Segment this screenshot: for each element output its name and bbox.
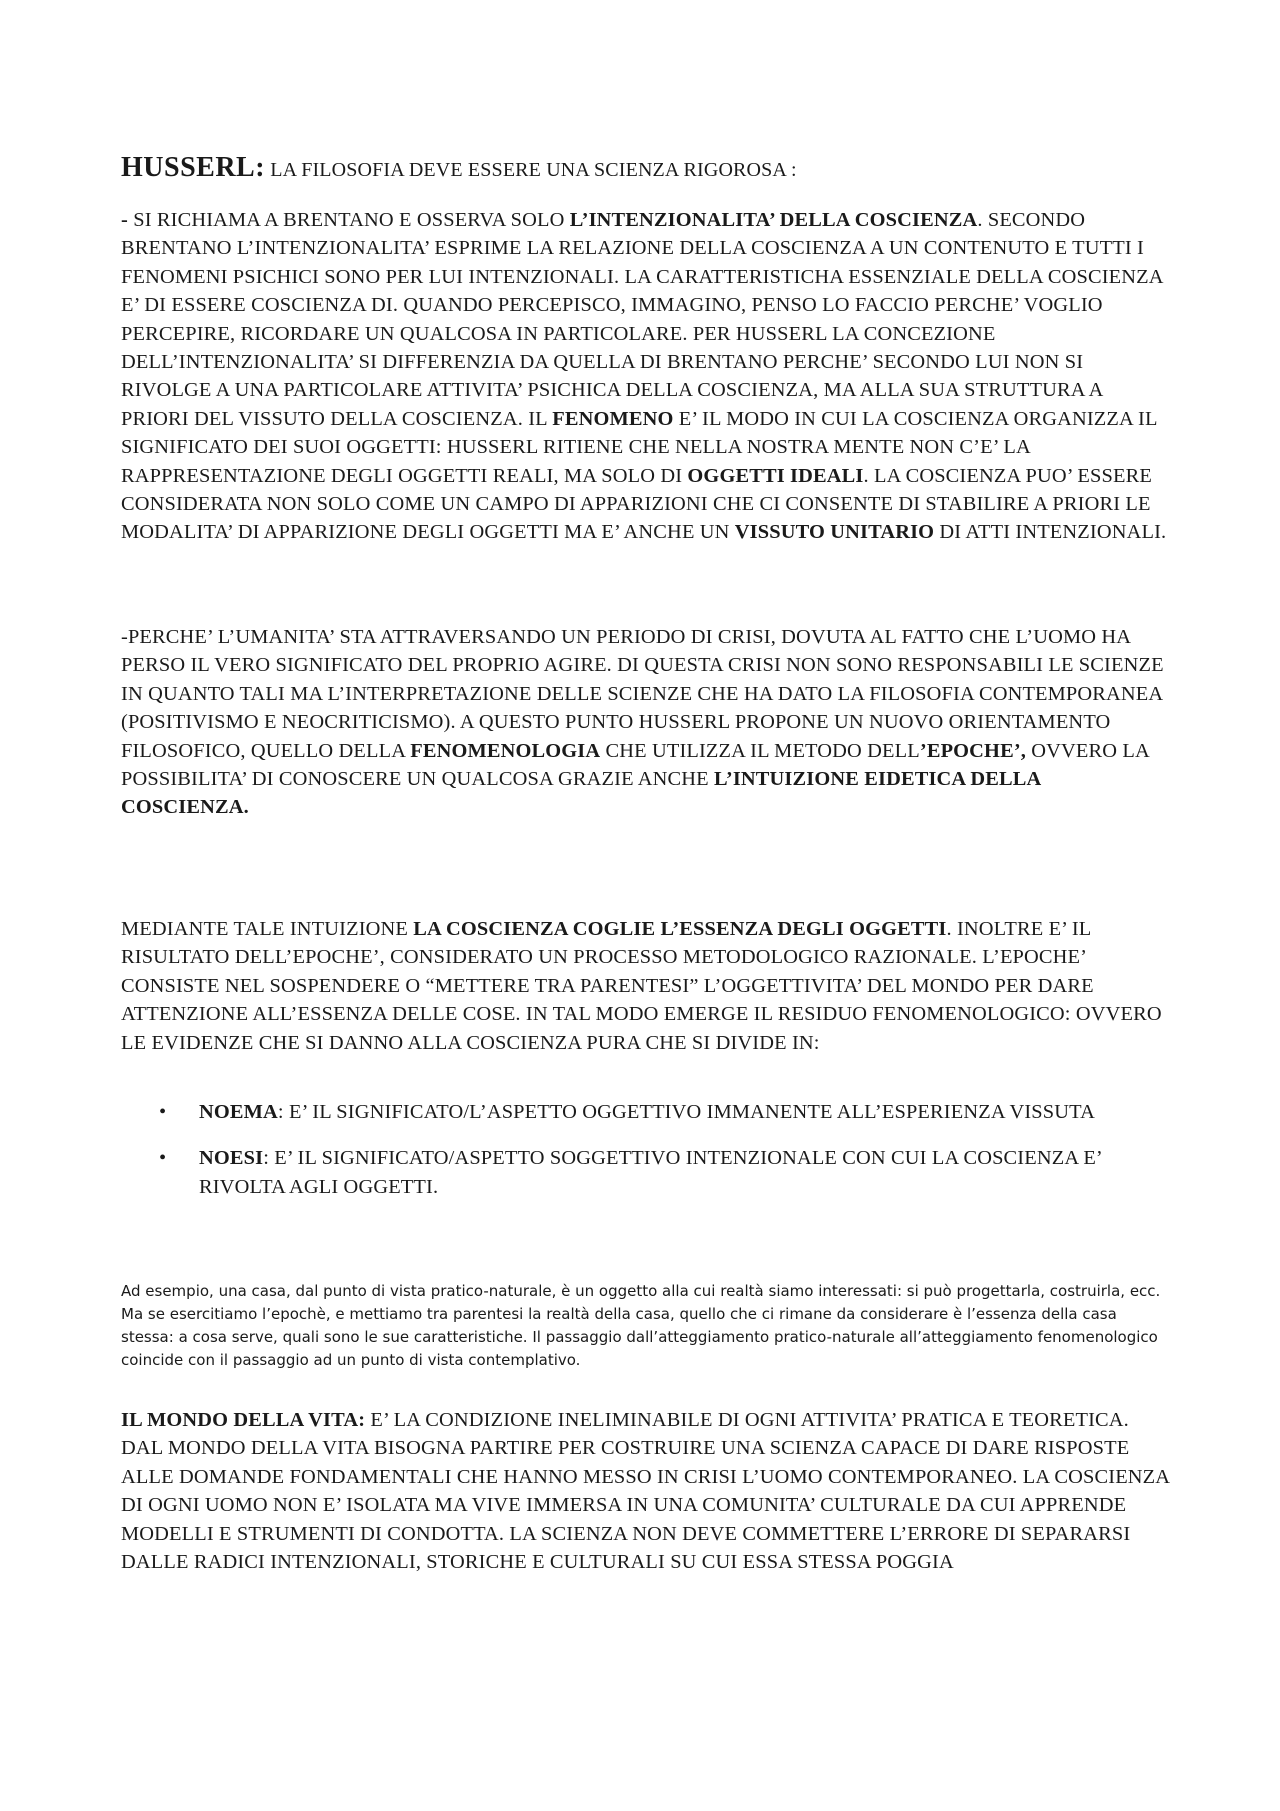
para2-bold-2: ’EPOCHE’, <box>919 739 1027 762</box>
para2-bold-3: L’INTUIZIONE EIDETICA DELLA COSCIENZA. <box>121 768 1041 819</box>
para2-text-1: -PERCHE’ L’UMANITA’ STA ATTRAVERSANDO UN PERIODO DI CRISI, DOVUTA AL FATTO CHE L’UOMO HA PERSO IL VERO SIGNIFICATO DEL PROPRIO AGIRE. DI QUESTA CRISI NON SONO RESPONSABILI LE SCIENZE IN QUANTO TALI MA L’INTERPRETAZIONE DELLE SCIENZE CHE HA DATO LA FILOSOFIA CONTEMPORANEA (POSITIVISMO E NEOCRITICISMO). A QUESTO PUNTO HUSSERL PROPONE UN NUOVO ORIENTAMENTO FILOSOFICO, QUELLO DELLA <box>121 626 1164 762</box>
list-item-noesi <box>121 1144 1171 1201</box>
bullet-icon: • <box>159 1147 167 1170</box>
para2-text-2: CHE UTILIZZA IL METODO DELL <box>600 739 920 762</box>
paragraph-crisis <box>121 623 1171 822</box>
bullet-list <box>121 1098 1171 1219</box>
para1-bold-3: OGGETTI IDEALI <box>687 464 864 487</box>
bullet-icon: • <box>159 1101 167 1123</box>
para2-text-3: OVVERO LA POSSIBILITA’ DI CONOSCERE UN QUALCOSA GRAZIE ANCHE <box>121 739 1149 791</box>
para1-bold-2: FENOMENO <box>552 407 674 430</box>
title-subtitle: LA FILOSOFIA DEVE ESSERE UNA SCIENZA RIGOROSA : <box>265 159 797 181</box>
para1-bold-1: L’INTENZIONALITA’ DELLA COSCIENZA <box>569 209 978 231</box>
bullet-text-noema: : E’ IL SIGNIFICATO/L’ASPETTO OGGETTIVO IMMANENTE ALL’ESPERIENZA VISSUTA <box>277 1101 1095 1123</box>
para4-text-1: E’ LA CONDIZIONE INELIMINABILE DI OGNI ATTIVITA’ PRATICA E TEORETICA. DAL MONDO DELLA VITA BISOGNA PARTIRE PER COSTRUIRE UNA SCIENZA CAPACE DI DARE RISPOSTE ALLE DOMANDE FONDAMENTALI CHE HANNO MESSO IN CRISI L’UOMO CONTEMPORANEO. LA COSCIENZA DI OGNI UOMO NON E’ ISOLATA MA VIVE IMMERSA IN UNA COMUNITA’ CULTURALE DA CUI APPRENDE MODELLI E STRUMENTI DI CONDOTTA. LA SCIENZA NON DEVE COMMETTERE L’ERRORE DI SEPARARSI DALLE RADICI INTENZIONALI, STORICHE E CULTURALI SU CUI ESSA STESSA POGGIA <box>121 1409 1170 1574</box>
bullet-term-noema: NOEMA <box>199 1101 278 1123</box>
para1-dash: - <box>121 209 134 231</box>
bullet-text-noesi: : E’ IL SIGNIFICATO/ASPETTO SOGGETTIVO INTENZIONALE CON CUI LA COSCIENZA E’ RIVOLTA AGLI OGGETTI. <box>199 1147 1102 1198</box>
paragraph-life-world <box>121 1406 1171 1576</box>
para1-text-5: DI ATTI INTENZIONALI. <box>934 521 1167 544</box>
para1-text-1: SI RICHIAMA A BRENTANO E OSSERVA SOLO <box>133 209 570 231</box>
bullet-term-noesi: NOESI <box>199 1147 264 1170</box>
list-item-noema <box>121 1098 1171 1126</box>
para1-bold-4: VISSUTO UNITARIO <box>734 521 935 544</box>
para1-text-4: . LA COSCIENZA PUO’ ESSERE CONSIDERATA NON SOLO COME UN CAMPO DI APPARIZIONI CHE CI CONSENTE DI STABILIRE A PRIORI LE MODALITA’ DI APPARIZIONE DEGLI OGGETTI MA E’ ANCHE UN <box>121 464 1152 544</box>
para3-text-2: . INOLTRE E’ IL RISULTATO DELL’EPOCHE’, CONSIDERATO UN PROCESSO METODOLOGICO RAZIONALE. L’EPOCHE’ CONSISTE NEL SOSPENDERE O “METTERE TRA PARENTESI” L’OGGETTIVITA’ DEL MONDO PER DARE ATTENZIONE ALL’ESSENZA DELLE COSE. IN TAL MODO EMERGE IL RESIDUO FENOMENOLOGICO: OVVERO LE EVIDENZE CHE SI DANNO ALLA COSCIENZA PURA CHE SI DIVIDE IN: <box>121 918 1162 1054</box>
example-note: Ad esempio, una casa, dal punto di vista pratico-naturale, è un oggetto alla cui realtà siamo interessati: si può progettarla, costruirla, ecc. Ma se esercitiamo l’epochè, e mettiamo tra parentesi la realtà della casa, quello che ci rimane da considerare è l’essenza della casa stessa: a cosa serve, quali sono le sue caratteristiche. Il passaggio dall’atteggiamento pratico-naturale all’atteggiamento fenomenologico coincide con il passaggio ad un punto di vista contemplativo. <box>121 1282 1161 1369</box>
para1-text-2: . SECONDO BRENTANO L’INTENZIONALITA’ ESPRIME LA RELAZIONE DELLA COSCIENZA A UN CONTENUTO E TUTTI I FENOMENI PSICHICI SONO PER LUI INTENZIONALI. LA CARATTERISTICHA ESSENZIALE DELLA COSCIENZA E’ DI ESSERE COSCIENZA DI. QUANDO PERCEPISCO, IMMAGINO, PENSO LO FACCIO PERCHE’ VOGLIO PERCEPIRE, RICORDARE UN QUALCOSA IN PARTICOLARE. PER HUSSERL LA CONCEZIONE DELL’INTENZIONALITA’ SI DIFFERENZIA DA QUELLA DI BRENTANO PERCHE’ SECONDO LUI NON SI RIVOLGE A UNA PARTICOLARE ATTIVITA’ PSICHICA DELLA COSCIENZA, MA ALLA SUA STRUTTURA A PRIORI DEL VISSUTO DELLA COSCIENZA. IL <box>121 209 1163 430</box>
para3-text-1: MEDIANTE TALE INTUIZIONE <box>121 918 414 940</box>
para3-bold-1: LA COSCIENZA COGLIE L’ESSENZA DEGLI OGGETTI <box>413 918 947 940</box>
paragraph-intuition <box>121 915 1171 1057</box>
para1-text-3: E’ IL MODO IN CUI LA COSCIENZA ORGANIZZA IL SIGNIFICATO DEI SUOI OGGETTI: HUSSERL RITIENE CHE NELLA NOSTRA MENTE NON C’E’ LA RAPPRESENTAZIONE DEGLI OGGETTI REALI, MA SOLO DI <box>121 407 1157 487</box>
paragraph-intentionality <box>121 206 1171 547</box>
title-author: HUSSERL: <box>121 152 266 183</box>
para2-bold-1: FENOMENOLOGIA <box>410 739 601 762</box>
para4-bold-1: IL MONDO DELLA VITA: <box>121 1409 366 1431</box>
page-title <box>121 150 1171 188</box>
